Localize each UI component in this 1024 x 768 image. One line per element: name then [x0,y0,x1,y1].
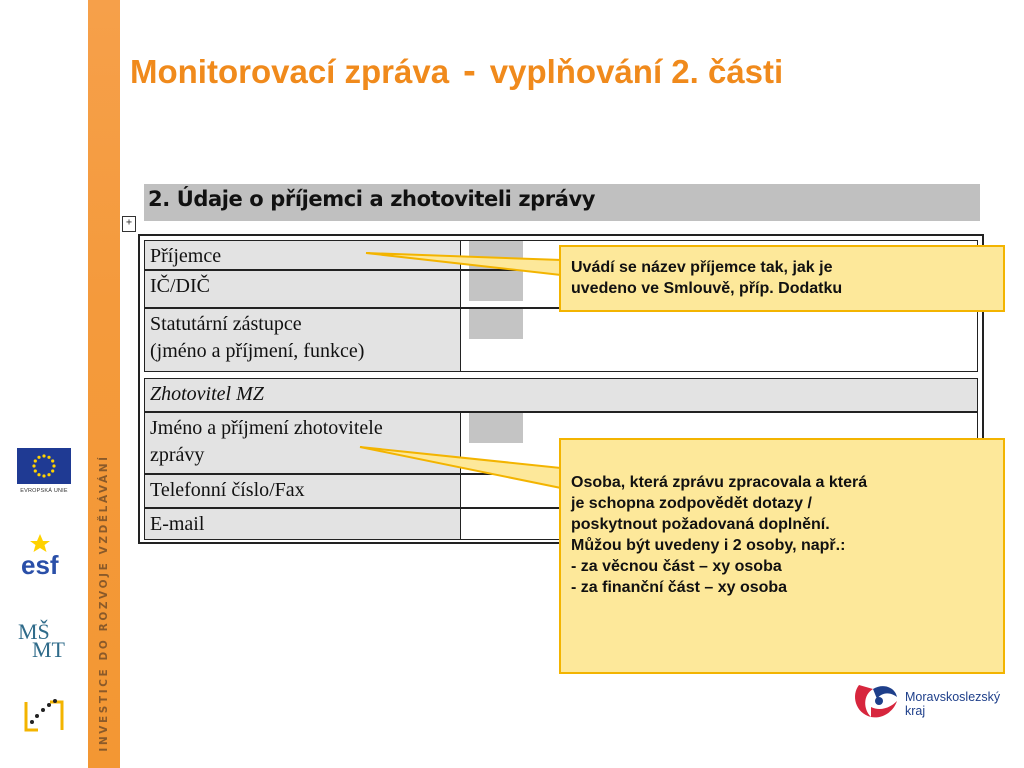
callout-prijemce-line2: uvedeno ve Smlouvě, příp. Dodatku [571,280,843,297]
table-move-handle-icon[interactable]: + [122,216,136,232]
section-zhotovitel: Zhotovitel MZ [150,383,264,405]
label-ic: IČ/DIČ [145,271,461,307]
title-sub: vyplňování 2. části [489,53,784,90]
callout-line: Můžou být uvedeny i 2 osoby, např.: [571,537,846,554]
svg-text:esf: esf [21,550,59,578]
region-logo-text [905,690,1000,718]
eu-caption: EVROPSKÁ UNIE [20,488,68,494]
label-telefon: Telefonní číslo/Fax [145,475,461,507]
title-dash: - [463,50,476,92]
callout-bullet: - za věcnou část – xy osoba [571,558,782,575]
callout-prijemce [559,245,1005,312]
callout-line: Osoba, která zprávu zpracovala a která [571,474,868,491]
region-logo-icon [849,673,905,723]
region-name-line2: kraj [905,704,926,718]
vertical-slogan: INVESTICE DO ROZVOJE VZDĚLÁVÁNÍ [98,454,110,752]
callout-zhotovitel [559,438,1005,674]
callout-bullet: - za finanční část – xy osoba [571,579,788,596]
label-statutar-line1: Statutární zástupce [150,313,302,335]
label-jmeno-line1: Jméno a příjmení zhotovitele [150,417,383,439]
svg-text:MŠ: MŠ [18,619,50,644]
svg-text:MT: MT [32,637,65,661]
label-statutar-line2: (jméno a příjmení, funkce) [150,340,365,362]
label-email: E-mail [145,509,461,539]
callout-line: poskytnout požadovaná doplnění. [571,516,830,533]
title-main: Monitorovací zpráva [130,53,450,90]
callout-prijemce-line1: Uvádí se název příjemce tak, jak je [571,259,833,276]
callout-line: je schopna zodpovědět dotazy / [571,495,812,512]
form-section-title: 2. Údaje o příjemci a zhotoviteli zprávy [148,187,596,211]
label-jmeno-line2: zprávy [150,444,205,466]
region-name-line1: Moravskoslezský [905,690,1001,704]
label-prijemce: Příjemce [145,241,461,269]
